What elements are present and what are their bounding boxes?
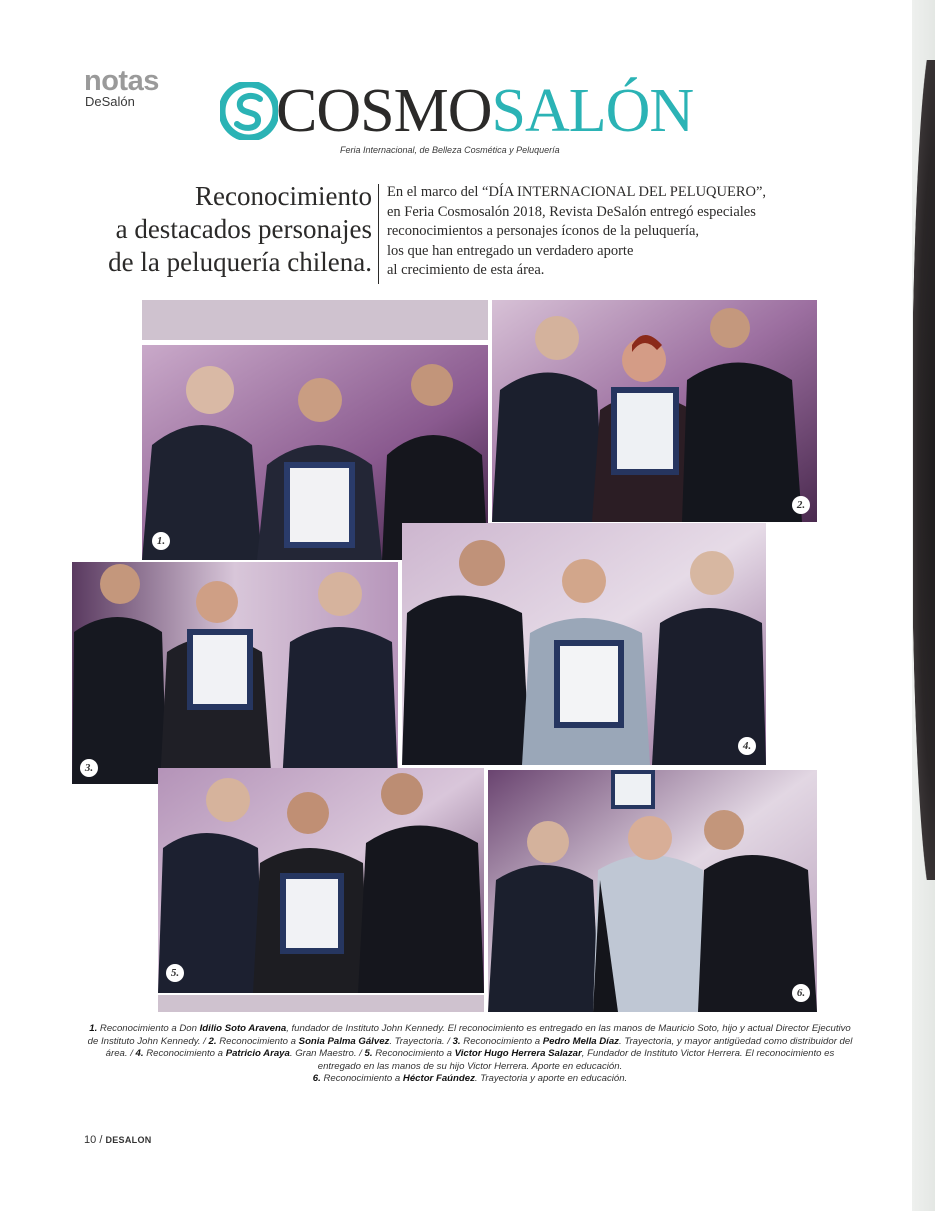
article-intro — [387, 183, 847, 281]
caption-3-number: 3. — [452, 1035, 461, 1047]
section-title: notas — [84, 65, 159, 97]
caption-2-number: 2. — [208, 1035, 217, 1047]
headline-line-3: de la peluquería chilena. — [108, 247, 372, 277]
caption-4-post: . Gran Maestro. / — [289, 1048, 365, 1059]
caption-4-pre: Reconocimiento a — [143, 1048, 226, 1059]
caption-3-name: Pedro Mella Díaz — [542, 1035, 619, 1047]
caption-5-post: , Fundador de Instituto Victor Herrera. El reconocimiento es entregado en las manos de su hijo Victor Herrera. Aporte en educación. — [317, 1048, 835, 1072]
folio-separator: / — [99, 1134, 103, 1146]
photo-number-1: 1. — [152, 532, 170, 550]
photo-number-6: 6. — [792, 984, 810, 1002]
caption-2-pre: Reconocimiento a — [216, 1035, 299, 1047]
caption-3-pre: Reconocimiento a — [460, 1035, 543, 1047]
cosmosalon-logo-wordmark — [276, 78, 693, 144]
facing-page-photo-edge — [913, 60, 935, 880]
caption-1-pre: Reconocimiento a Don — [97, 1023, 200, 1034]
photo-number-4: 4. — [738, 737, 756, 755]
caption-1-name: Idilio Soto Aravena — [199, 1023, 287, 1034]
caption-6-post: . Trayectoria y aporte en educación. — [474, 1073, 628, 1084]
caption-2-name: Sonia Palma Gálvez — [298, 1035, 390, 1047]
photo-captions — [84, 1023, 856, 1086]
caption-2-post: . Trayectoria. / — [389, 1035, 453, 1047]
article-headline — [70, 180, 372, 279]
caption-1-number: 1. — [89, 1023, 98, 1034]
caption-4-name: Patricio Araya — [225, 1048, 290, 1059]
photo-award-3 — [72, 562, 398, 784]
headline-line-1: Reconocimiento — [195, 181, 372, 211]
headline-divider — [378, 184, 379, 284]
page-folio — [84, 1134, 152, 1146]
photo-award-6 — [488, 770, 817, 1012]
caption-5-number: 5. — [364, 1048, 373, 1059]
intro-line-4: los que han entregado un verdadero aporte — [387, 242, 634, 259]
decorative-band-top — [142, 300, 488, 340]
cosmosalon-logo-icon — [220, 82, 278, 140]
intro-line-1: En el marco del “DÍA INTERNACIONAL DEL PELUQUERO”, — [387, 184, 767, 200]
photo-number-3: 3. — [80, 759, 98, 777]
caption-4-number: 4. — [135, 1048, 144, 1059]
photo-award-4 — [402, 523, 766, 765]
section-subtitle: DeSalón — [85, 94, 135, 109]
logo-word-cosmo: COSMO — [276, 77, 492, 145]
logo-word-salon: SALÓN — [491, 77, 694, 145]
caption-6-name: Héctor Faúndez — [402, 1073, 475, 1084]
decorative-band-bottom — [158, 995, 484, 1012]
caption-5-pre: Reconocimiento a — [372, 1048, 455, 1059]
magazine-name: DESALON — [105, 1135, 152, 1145]
intro-line-5: al crecimiento de esta área. — [387, 262, 545, 278]
photo-award-5 — [158, 768, 484, 993]
photo-number-5: 5. — [166, 964, 184, 982]
intro-line-2: en Feria Cosmosalón 2018, Revista DeSalón entregó especiales — [387, 203, 756, 220]
photo-award-2 — [492, 300, 817, 522]
page-number: 10 — [84, 1134, 97, 1146]
caption-3-post: . Trayectoria, y mayor antigüedad como distribuidor del área. / — [105, 1035, 853, 1059]
caption-6-pre: Reconocimiento a — [320, 1073, 403, 1084]
intro-line-3: reconocimientos a personajes íconos de la peluquería, — [387, 223, 700, 239]
headline-line-2: a destacados personajes — [115, 214, 372, 244]
caption-5-name: Victor Hugo Herrera Salazar — [454, 1048, 582, 1059]
caption-1-post: , fundador de Instituto John Kennedy. El reconocimiento es entregado en las manos de Mauricio Soto, hijo y actual Director Ejecutivo de Instituto John Kennedy. / — [87, 1023, 851, 1047]
photo-number-2: 2. — [792, 496, 810, 514]
caption-6-number: 6. — [312, 1073, 321, 1084]
logo-tagline: Feria Internacional, de Belleza Cosmética y Peluquería — [340, 145, 560, 155]
